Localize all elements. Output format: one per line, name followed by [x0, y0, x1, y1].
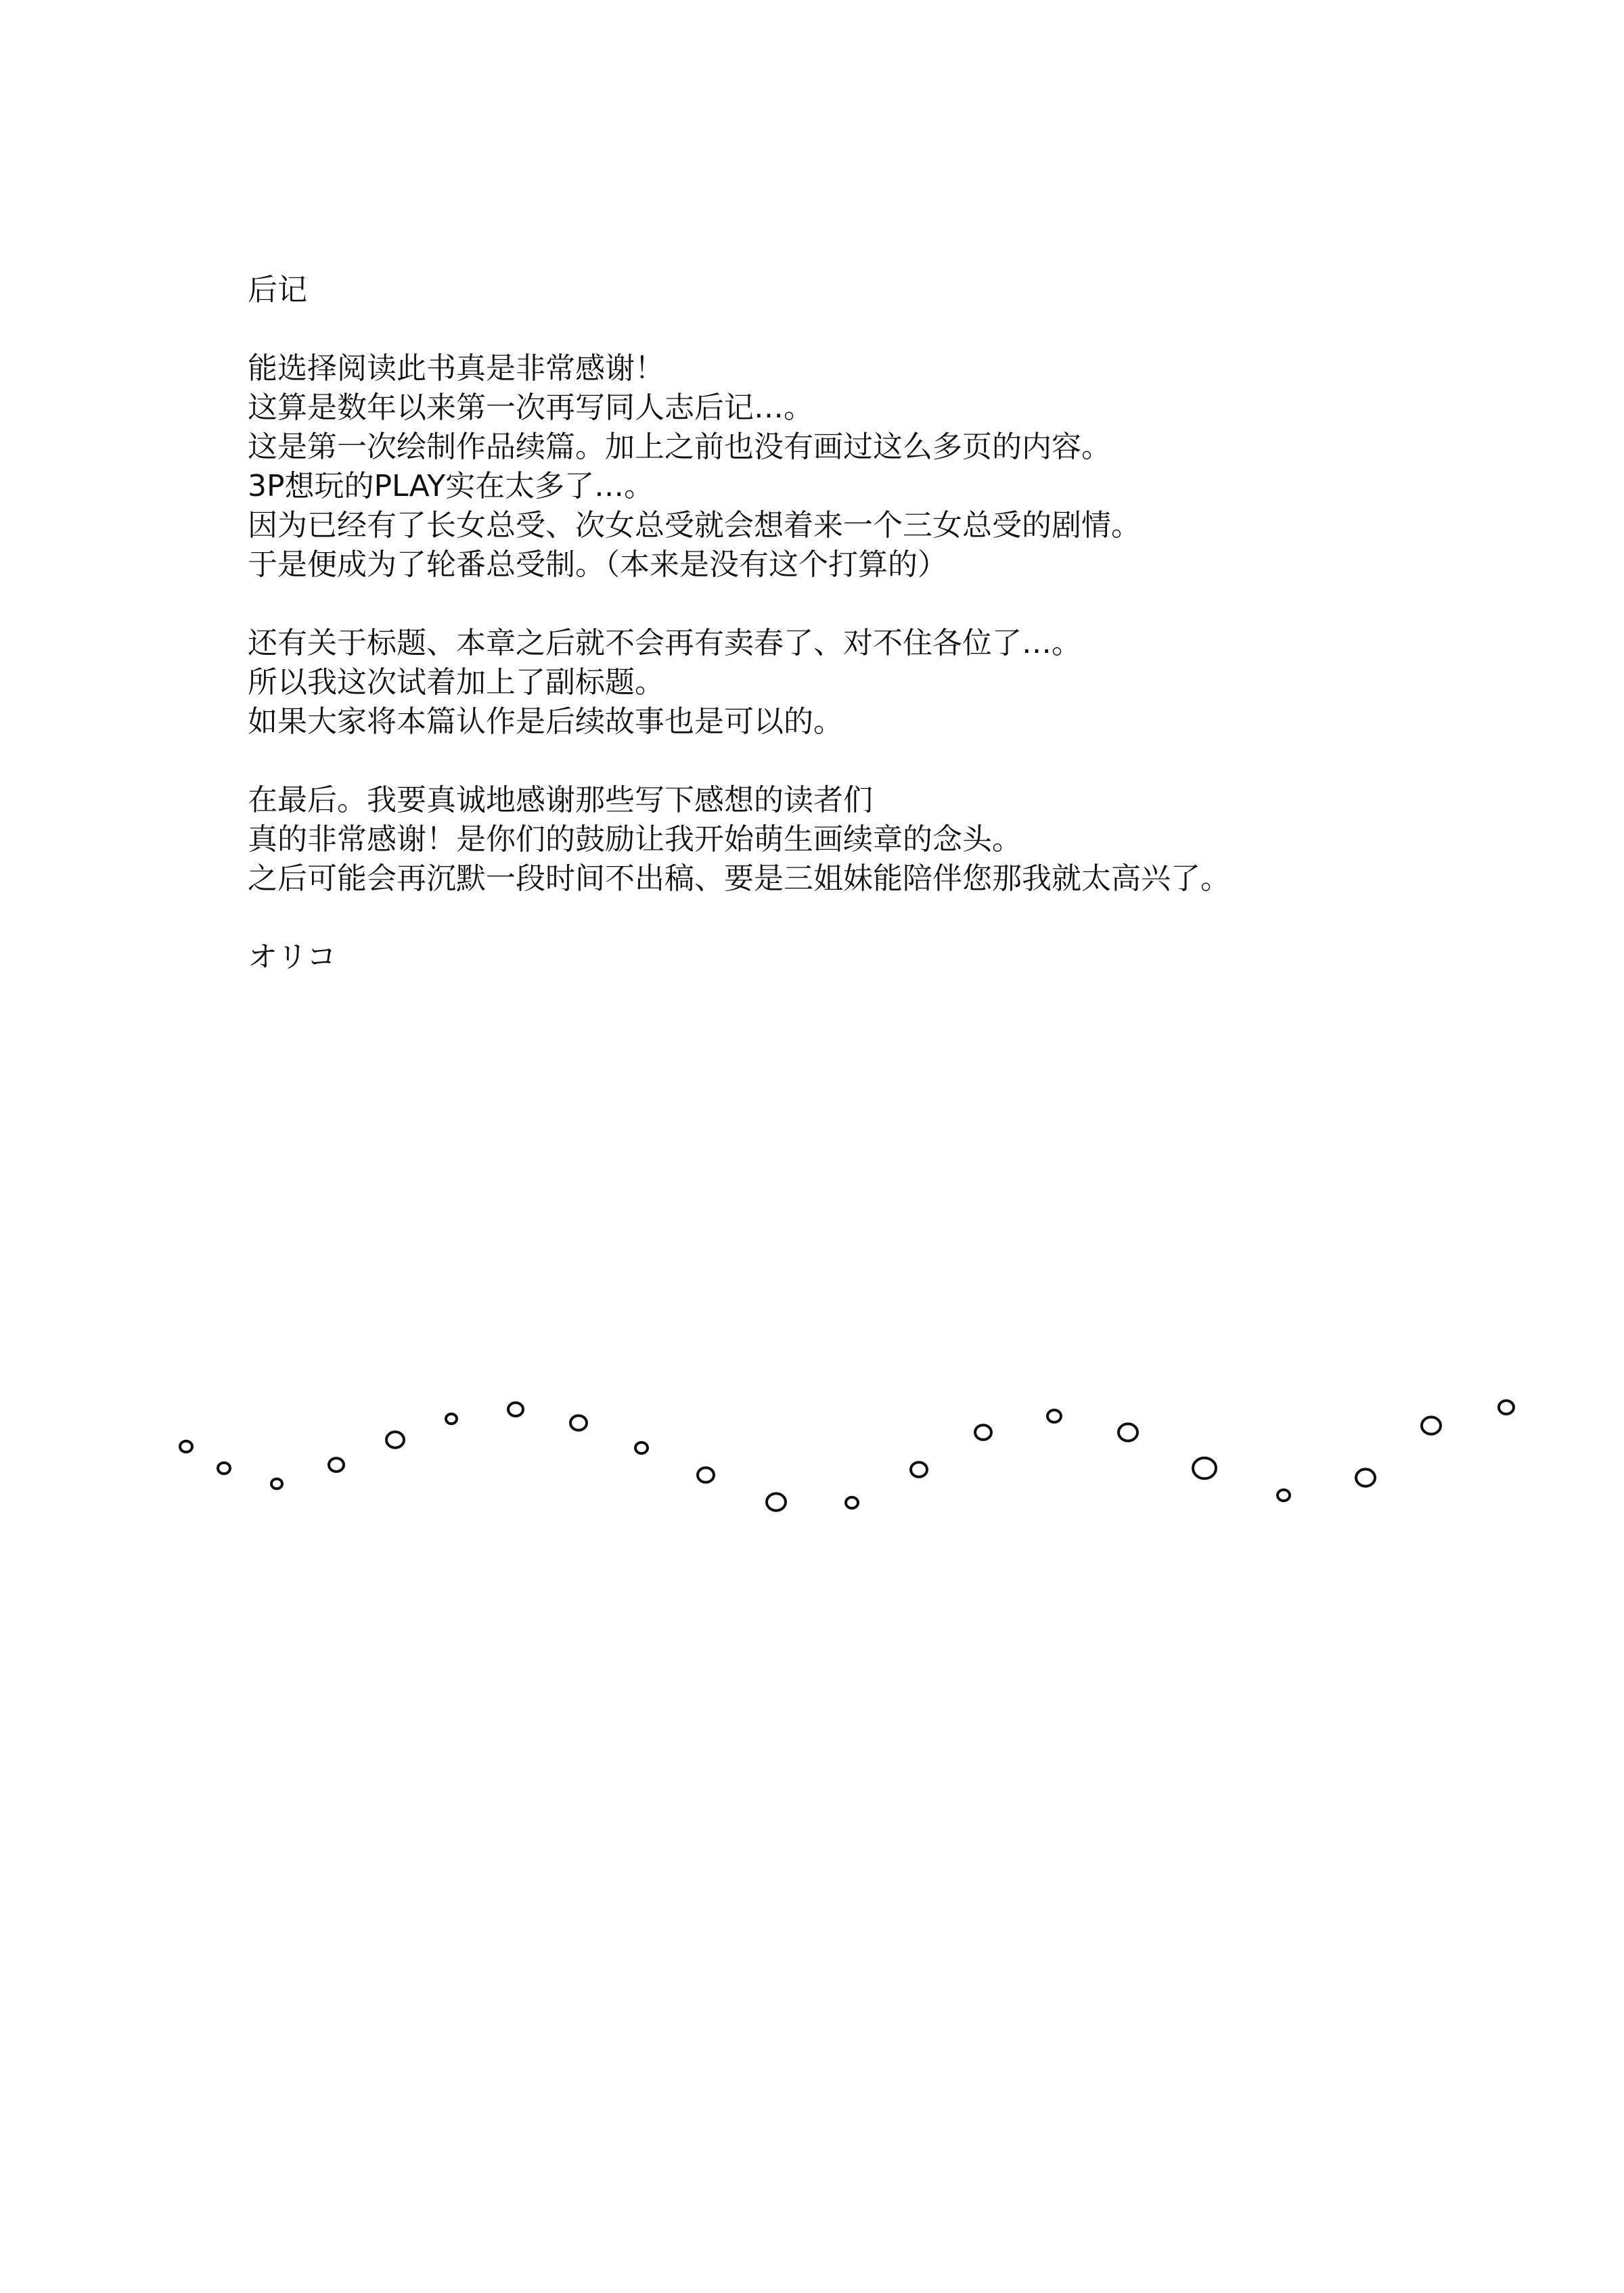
bubble-circle — [1356, 1469, 1375, 1486]
bubble-group — [180, 1401, 1514, 1510]
text-line: 3P想玩的PLAY实在太多了…。 — [248, 469, 654, 503]
text-line: 于是便成为了轮番总受制。（本来是没有这个打算的） — [248, 547, 947, 582]
text-line: 因为已经有了长女总受、次女总受就会想着来一个三女总受的剧情。 — [248, 508, 1141, 543]
text-line: 如果大家将本篇认作是后续故事也是可以的。 — [248, 704, 843, 739]
afterword-title: 后记 — [248, 273, 307, 307]
bubble-circle — [975, 1425, 991, 1440]
bubble-circle — [767, 1493, 786, 1510]
bubble-circle — [1278, 1490, 1290, 1501]
bubble-circle — [508, 1403, 523, 1416]
text-line: 这是第一次绘制作品续篇。加上之前也没有画过这么多页的内容。 — [248, 430, 1111, 464]
bubble-circle — [846, 1497, 858, 1508]
bubble-circle — [180, 1441, 192, 1452]
bubble-circle — [1119, 1424, 1137, 1440]
bubble-circle — [1047, 1410, 1061, 1422]
bubble-circle — [386, 1432, 404, 1447]
text-line: 之后可能会再沉默一段时间不出稿、要是三姐妹能陪伴您那我就太高兴了。 — [248, 861, 1230, 896]
bubble-circle — [329, 1458, 344, 1472]
bubble-circle — [271, 1479, 282, 1489]
bubble-circle — [446, 1414, 457, 1424]
text-line: 在最后。我要真诚地感谢那些写下感想的读者们 — [248, 783, 873, 817]
bubble-circle — [1499, 1401, 1514, 1414]
bubble-circle — [698, 1468, 714, 1482]
bubble-circle — [635, 1443, 648, 1453]
text-line: 能选择阅读此书真是非常感谢！ — [248, 351, 664, 386]
bubble-circle — [1422, 1417, 1441, 1434]
text-line: 这算是数年以来第一次再写同人志后记…。 — [248, 390, 813, 425]
bubble-circle — [218, 1463, 230, 1474]
bubble-circle — [1193, 1458, 1216, 1479]
author-signature: オリコ — [248, 940, 337, 974]
text-line: 还有关于标题、本章之后就不会再有卖春了、对不住各位了…。 — [248, 626, 1081, 660]
text-line: 真的非常感谢！是你们的鼓励让我开始萌生画续章的念头。 — [248, 822, 1022, 857]
bubble-circle — [911, 1462, 927, 1477]
bubble-circle — [570, 1415, 587, 1430]
text-line: 所以我这次试着加上了副标题。 — [248, 665, 664, 700]
